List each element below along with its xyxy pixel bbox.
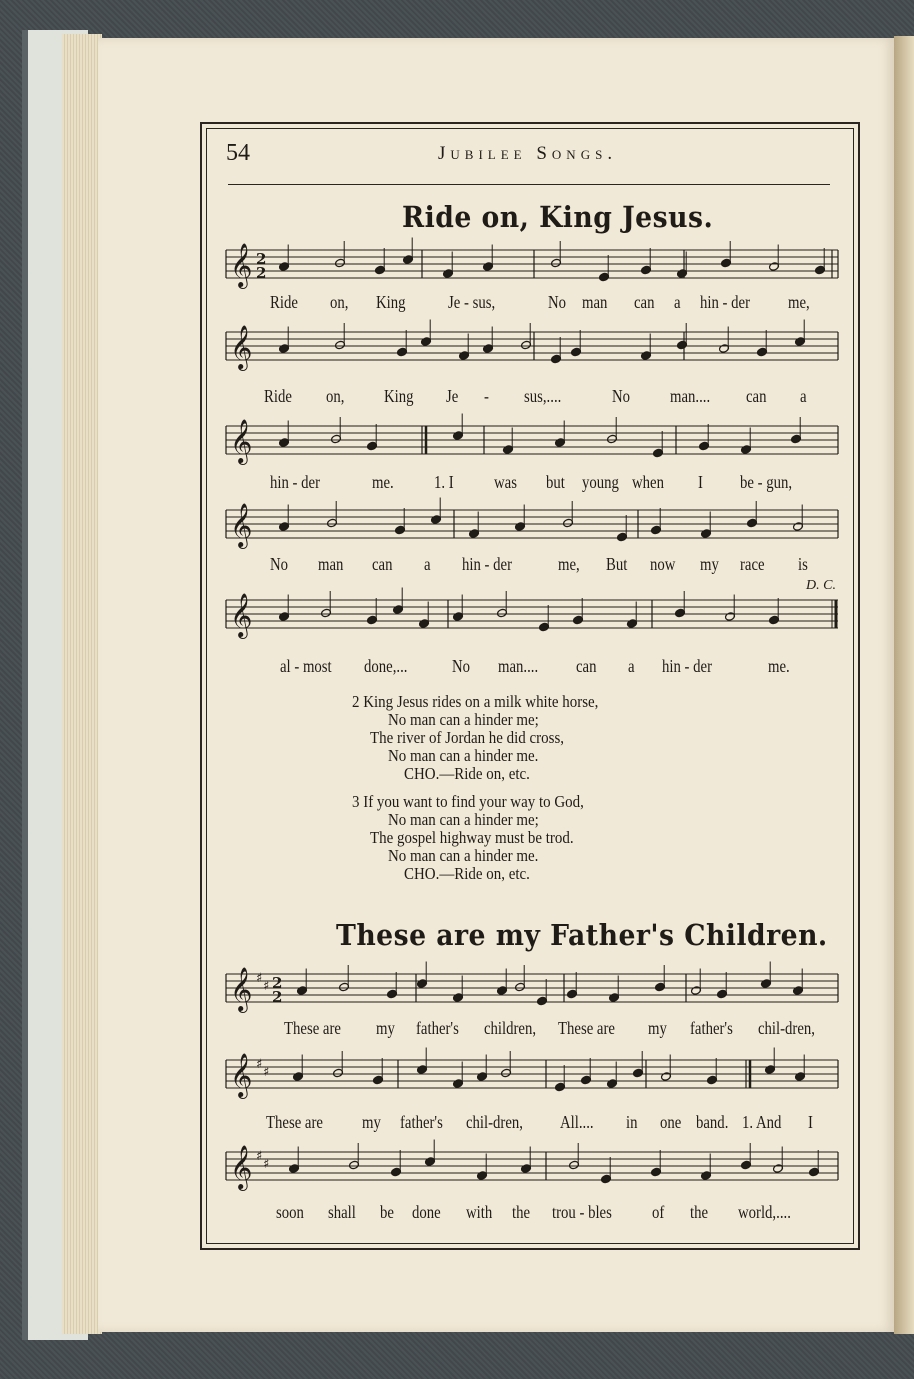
running-title: Jubilee Songs.: [438, 143, 618, 164]
music-staff-4: [226, 503, 838, 547]
lyric-syllable: hin - der: [270, 472, 321, 492]
verse-line: CHO.—Ride on, etc.: [404, 764, 530, 783]
lyric-syllable: on,: [326, 386, 345, 406]
lyric-syllable: man....: [670, 386, 711, 406]
treble-clef-icon: 𝄞: [230, 419, 253, 463]
lyric-syllable: man....: [498, 656, 539, 676]
verse-line: No man can a hinder me;: [388, 810, 539, 829]
lyric-syllable: father's: [400, 1112, 443, 1132]
lyric-syllable: can: [576, 656, 597, 676]
lyric-syllable: my: [700, 554, 719, 574]
lyric-syllable: me.: [372, 472, 394, 492]
lyric-syllable: when: [632, 472, 664, 492]
lyric-syllable: These are: [558, 1018, 615, 1038]
treble-clef-icon: 𝄞: [230, 1145, 253, 1189]
verse-line: No man can a hinder me.: [388, 746, 539, 765]
verse-line: The river of Jordan he did cross,: [370, 728, 565, 747]
music-staff-1: [226, 243, 838, 287]
verse-line: The gospel highway must be trod.: [370, 828, 574, 847]
lyric-syllable: can: [634, 292, 655, 312]
lyric-syllable: young: [582, 472, 619, 492]
lyric-syllable: All....: [560, 1112, 594, 1132]
lyric-syllable: a: [800, 386, 807, 406]
lyric-syllable: No: [548, 292, 567, 312]
lyric-syllable: my: [376, 1018, 395, 1038]
lyric-syllable: of: [652, 1202, 665, 1222]
sharp-icon: ♯: [263, 979, 270, 994]
page-edges: [62, 34, 102, 1334]
lyric-syllable: I: [698, 472, 703, 492]
lyric-syllable: Je - sus,: [448, 292, 496, 312]
treble-clef-icon: 𝄞: [230, 503, 253, 547]
music-staff-7: [226, 1053, 838, 1097]
lyric-syllable: man: [582, 292, 608, 312]
lyric-syllable: I: [808, 1112, 813, 1132]
verse-line: CHO.—Ride on, etc.: [404, 864, 530, 883]
lyric-syllable: on,: [330, 292, 349, 312]
lyric-syllable: a: [424, 554, 431, 574]
sharp-icon: ♯: [263, 1065, 270, 1080]
lyric-syllable: be: [380, 1202, 394, 1222]
lyric-syllable: my: [648, 1018, 667, 1038]
sharp-icon: ♯: [256, 1149, 263, 1164]
verse-line: 3 If you want to find your way to God,: [352, 792, 584, 811]
lyric-syllable: 1. I: [434, 472, 454, 492]
lyric-syllable: Ride: [270, 292, 298, 312]
lyric-syllable: can: [372, 554, 393, 574]
lyric-syllable: band.: [696, 1112, 729, 1132]
lyric-syllable: King: [384, 386, 414, 406]
lyric-syllable: But: [606, 554, 628, 574]
lyric-syllable: chil-dren,: [758, 1018, 815, 1038]
lyric-syllable: children,: [484, 1018, 537, 1038]
lyric-syllable: me.: [768, 656, 790, 676]
lyric-syllable: in: [626, 1112, 638, 1132]
song-title-fathers-children: These are my Father's Children.: [336, 918, 828, 952]
lyric-syllable: can: [746, 386, 767, 406]
lyric-syllable: the: [690, 1202, 709, 1222]
lyric-syllable: hin - der: [662, 656, 713, 676]
lyric-syllable: a: [674, 292, 681, 312]
music-staff-6: [226, 967, 838, 1011]
lyric-syllable: but: [546, 472, 565, 492]
music-staff-5: [226, 593, 838, 637]
lyric-syllable: a: [628, 656, 635, 676]
lyric-syllable: These are: [284, 1018, 341, 1038]
lyric-syllable: 1. And: [742, 1112, 782, 1132]
lyric-syllable: done: [412, 1202, 441, 1222]
lyric-syllable: -: [484, 386, 489, 406]
time-signature-bottom: 2: [256, 264, 267, 282]
lyric-syllable: King: [376, 292, 406, 312]
treble-clef-icon: 𝄞: [230, 967, 253, 1011]
lyric-syllable: father's: [416, 1018, 459, 1038]
music-staff-3: [226, 419, 838, 463]
treble-clef-icon: 𝄞: [230, 325, 253, 369]
lyric-syllable: No: [270, 554, 289, 574]
lyric-syllable: one: [660, 1112, 682, 1132]
lyric-syllable: me,: [558, 554, 580, 574]
lyric-syllable: is: [798, 554, 808, 574]
page-number: 54: [226, 140, 250, 166]
time-signature-top: 2: [272, 974, 283, 992]
verse-line: 2 King Jesus rides on a milk white horse,: [352, 692, 599, 711]
lyric-syllable: These are: [266, 1112, 323, 1132]
lyric-syllable: No: [452, 656, 471, 676]
treble-clef-icon: 𝄞: [230, 243, 253, 287]
lyric-syllable: Je: [446, 386, 459, 406]
treble-clef-icon: 𝄞: [230, 593, 253, 637]
verse-line: No man can a hinder me.: [388, 846, 539, 865]
lyric-syllable: sus,....: [524, 386, 562, 406]
lyric-syllable: No: [612, 386, 631, 406]
lyric-syllable: be - gun,: [740, 472, 793, 492]
lyric-syllable: now: [650, 554, 676, 574]
lyric-syllable: shall: [328, 1202, 356, 1222]
sharp-icon: ♯: [256, 1057, 263, 1072]
lyric-syllable: trou - bles: [552, 1202, 612, 1222]
lyric-syllable: my: [362, 1112, 381, 1132]
music-staff-2: [226, 325, 838, 369]
verse-line: No man can a hinder me;: [388, 710, 539, 729]
music-staff-8: [226, 1145, 838, 1189]
da-capo-mark: D. C.: [806, 578, 836, 593]
lyric-syllable: hin - der: [700, 292, 751, 312]
lyric-syllable: me,: [788, 292, 810, 312]
song-title-ride-on: Ride on, King Jesus.: [402, 200, 714, 234]
time-signature-top: 2: [256, 250, 267, 268]
lyric-syllable: done,...: [364, 656, 408, 676]
time-signature-bottom: 2: [272, 988, 283, 1006]
lyric-syllable: soon: [276, 1202, 304, 1222]
lyric-syllable: with: [466, 1202, 493, 1222]
lyric-syllable: chil-dren,: [466, 1112, 523, 1132]
lyric-syllable: race: [740, 554, 765, 574]
lyric-syllable: Ride: [264, 386, 292, 406]
lyric-syllable: hin - der: [462, 554, 513, 574]
header-rule: [228, 184, 830, 185]
lyric-syllable: the: [512, 1202, 531, 1222]
treble-clef-icon: 𝄞: [230, 1053, 253, 1097]
lyric-syllable: world,....: [738, 1202, 791, 1222]
lyric-syllable: al - most: [280, 656, 332, 676]
sharp-icon: ♯: [256, 971, 263, 986]
lyric-syllable: man: [318, 554, 344, 574]
sharp-icon: ♯: [263, 1157, 270, 1172]
lyric-syllable: father's: [690, 1018, 733, 1038]
facing-page-edge: [894, 36, 914, 1334]
lyric-syllable: was: [494, 472, 517, 492]
